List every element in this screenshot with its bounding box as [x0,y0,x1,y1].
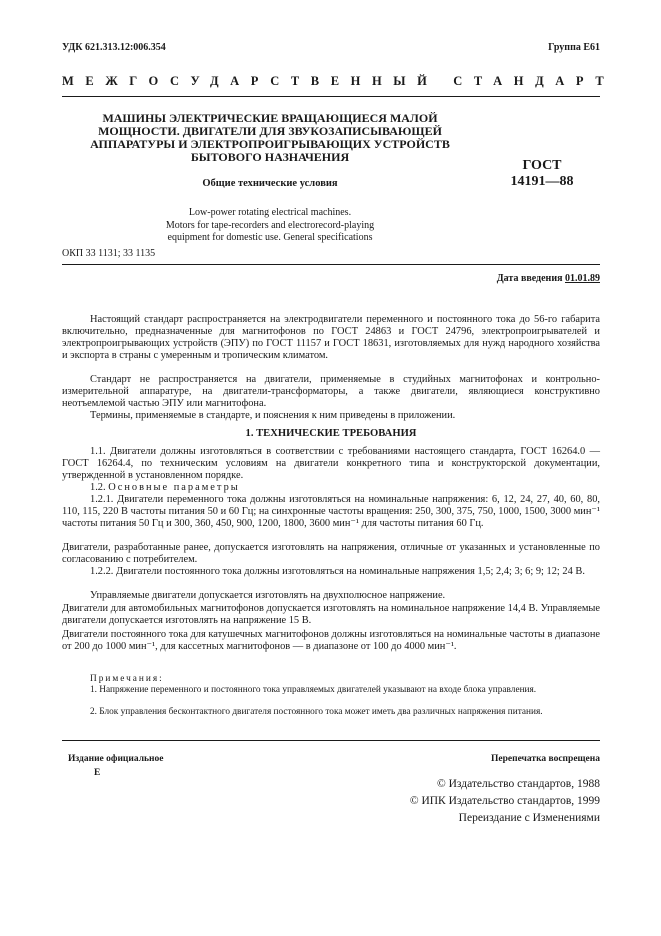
note-2 [62,707,600,718]
paragraph-bipolar [62,590,600,602]
section-heading: 1. ТЕХНИЧЕСКИЕ ТРЕБОВАНИЯ [245,428,417,439]
note-text: 2. Блок управления бесконтактного двигателя постоянного тока может иметь два различных напряжения питания. [90,707,543,717]
paragraph-earlier-motors [62,542,600,566]
title-line: АППАРАТУРЫ И ЭЛЕКТРОПРОИГРЫВАЮЩИХ УСТРОЙСТВ [90,137,450,151]
reprint-prohibited: Перепечатка воспрещена [490,754,600,764]
gost-label: ГОСТ [522,158,562,173]
paragraph-text: Настоящий стандарт распространяется на электродвигатели переменного и постоянного тока до 56-го габарита включительно, предназначенные для магнитофонов по ГОСТ 24863 и ГОСТ 24796, электропроигрывателей и электропроигрывающих устройств (ЭПУ) по ГОСТ 11157 и ГОСТ 18631, изготовляемых для нужд народного хозяйства и экспорта в страны с умеренным и тропическим климатом. [62,314,600,361]
gost-designation [492,158,592,190]
introduction-date-value: 01.01.89 [565,273,600,284]
paragraph-text: 1.2.1. Двигатели переменного тока должны изготовляться на номинальные напряжения: 6, 12, 24, 27, 40, 60, 80, 110, 115, 220 В частоты питания 50 и 60 Гц; на синхронные частоты вращения: 250, 300, 375, 750, 1000, 1500, 3000 мин⁻¹ частоты питания 50 Гц и 300, 360, 450, 900, 1200, 1800, 3600 мин⁻¹ для частоты питания 60 Гц. [62,494,600,529]
paragraph-automotive [62,603,600,627]
paragraph-text: 1.1. Двигатели должны изготовляться в соответствии с требованиями настоящего стандарта, ГОСТ 16264.0 — ГОСТ 16264.4, по техническим условиям на двигатели конкретного типа и конструкторской документации, утвержденной в установленном порядке. [62,446,600,481]
edition-mark: Е [94,768,101,778]
okp-code: ОКП 33 1131; 33 1135 [62,248,156,259]
notes-heading [62,674,600,685]
reissue-note: Переиздание с Изменениями [458,812,600,824]
group-code: Группа Е61 [548,42,600,53]
paragraph-text: Двигатели постоянного тока для катушечных магнитофонов должны изготовляться на номинальные частоты в диапазоне от 200 до 1000 мин⁻¹, для кассетных магнитофонов — в диапазоне от 100 до 4000 мин⁻¹. [62,629,600,652]
note-text: 1. Напряжение переменного и постоянного тока управляемых двигателей указывают на входе блока управления. [90,685,537,695]
copyright-1999: © ИПК Издательство стандартов, 1999 [409,795,600,807]
paragraph-tape-frequencies [62,629,600,653]
english-title-line: equipment for domestic use. General specifications [167,232,373,243]
introduction-date [497,273,600,284]
title-line: МАШИНЫ ЭЛЕКТРИЧЕСКИЕ ВРАЩАЮЩИЕСЯ МАЛОЙ [102,111,438,125]
notes-heading-text: Примечания: [90,674,164,684]
paragraph-1-2-2 [62,566,600,578]
note-1 [62,685,600,696]
paragraph-1-2-1 [62,494,600,530]
title-line: БЫТОВОГО НАЗНАЧЕНИЯ [190,150,350,164]
paragraph-text: Основные параметры [108,482,240,493]
paragraph-text: Двигатели для автомобильных магнитофонов допускается изготовлять на номинальное напряжение 14,4 В. Управляемые двигатели допускается изготовлять на напряжение 15 В. [62,603,600,626]
paragraph-scope [62,314,600,362]
paragraph-text: Управляемые двигатели допускается изготовлять на двухполюсное напряжение. [90,590,446,601]
paragraph-text: Двигатели, разработанные ранее, допускается изготовлять на напряжения, отличные от указанных и установленные по согласованию с потребителем. [62,542,600,565]
paragraph-exclusions [62,374,600,410]
paragraph-1-2 [62,482,600,494]
title-line: МОЩНОСТИ. ДВИГАТЕЛИ ДЛЯ ЗВУКОЗАПИСЫВАЮЩЕЙ [98,124,442,138]
english-title [82,207,458,245]
paragraph-text: 1.2.2. Двигатели постоянного тока должны изготовляться на номинальные напряжения 1,5; 2,4; 3; 6; 9; 12; 24 В. [90,566,585,577]
document-title [82,112,458,164]
document-subtitle: Общие технические условия [202,178,338,189]
footer-rule [62,740,600,741]
copyright-1988: © Издательство стандартов, 1988 [436,778,600,790]
gost-number: 14191—88 [510,174,574,189]
paragraph-1-1 [62,446,600,482]
paragraph-text: Стандарт не распространяется на двигатели, применяемые в студийных магнитофонах и контрольно-измерительной аппаратуре, на двигатели-трансформаторы, а также двигатели, являющиеся конструктивно неотъемлемой частью ЭПУ или магнитофона. [62,374,600,409]
official-edition: Издание официальное [68,754,164,764]
paragraph-number: 1.2. [90,482,106,493]
paragraph-terms [62,410,600,422]
okp-rule [62,264,600,265]
english-title-line: Motors for tape-recorders and electrorecord-playing [165,219,375,231]
paragraph-text: Термины, применяемые в стандарте, и пояснения к ним приведены в приложении. [90,410,456,421]
udk-code: УДК 621.313.12:006.354 [62,42,166,53]
english-title-line: Low-power rotating electrical machines. [188,207,352,218]
header-rule [62,96,600,97]
interstate-standard-banner: МЕЖГОСУДАРСТВЕННЫЙ СТАНДАРТ [62,74,616,88]
introduction-date-label: Дата введения [496,273,563,284]
